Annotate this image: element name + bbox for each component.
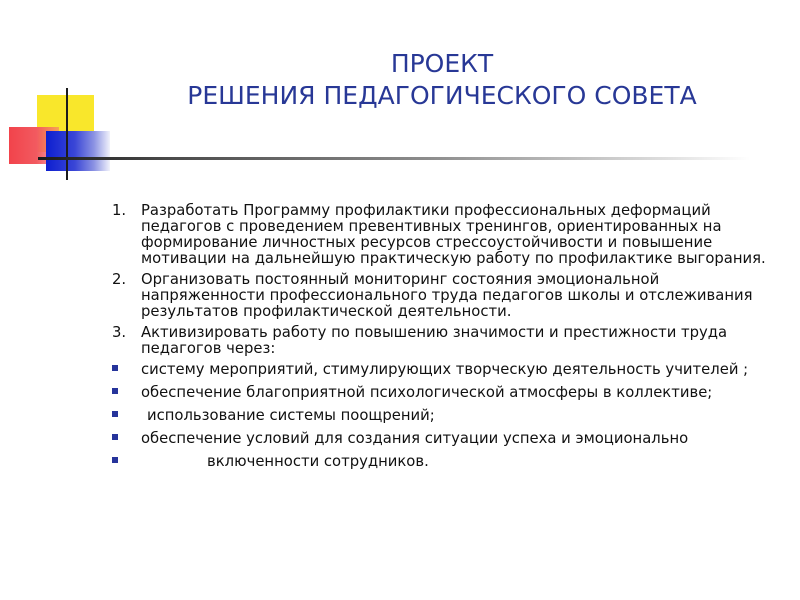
bullet-text: использование системы поощрений; (147, 407, 435, 424)
title-line-2: РЕШЕНИЯ ПЕДАГОГИЧЕСКОГО СОВЕТА (187, 81, 697, 110)
bullet-item-5 (112, 454, 780, 470)
item-text: Разработать Программу профилактики профессиональных деформаций педагогов с проведением превентивных тренингов, ориентированных на формирование личностных ресурсов стрессоустойчивости и повышение мотивации на дальнейшую практическую работу по профилактике выгорания. (141, 202, 766, 267)
numbered-item-2 (112, 272, 780, 320)
bullet-text: обеспечение благоприятной психологической атмосферы в коллективе; (141, 384, 713, 401)
item-number: 3. (112, 324, 127, 341)
bullet-item-3 (112, 408, 780, 424)
square-bullet-icon (112, 434, 118, 440)
numbered-item-1 (112, 203, 780, 267)
bullet-text: системy мероприятий, стимулирующих творческую деятельность учителей ; (141, 361, 749, 378)
decor-blue-square (46, 131, 110, 171)
item-number: 2. (112, 271, 127, 288)
bullet-text: включенности сотрудников. (207, 453, 429, 470)
title-divider-line (38, 157, 750, 160)
bullet-item-1 (112, 362, 780, 378)
square-bullet-icon (112, 411, 118, 417)
bullet-text: обеспечение условий для создания ситуации успеха и эмоционально (141, 430, 689, 447)
slide-body (112, 203, 780, 477)
title-line-1: ПРОЕКТ (390, 49, 494, 78)
decor-vertical-line (66, 88, 68, 180)
square-bullet-icon (112, 388, 118, 394)
bullet-item-2 (112, 385, 780, 401)
square-bullet-icon (112, 457, 118, 463)
item-number: 1. (112, 202, 127, 219)
item-text: Организовать постоянный мониторинг состояния эмоциональной напряженности профессионального труда педагогов школы и отслеживания результатов профилактической деятельности. (141, 271, 753, 320)
item-text: Активизировать работу по повышению значимости и престижности труда педагогов через: (141, 324, 728, 357)
slide-title (150, 48, 734, 112)
square-bullet-icon (112, 365, 118, 371)
bullet-item-4 (112, 431, 780, 447)
numbered-item-3 (112, 325, 780, 357)
